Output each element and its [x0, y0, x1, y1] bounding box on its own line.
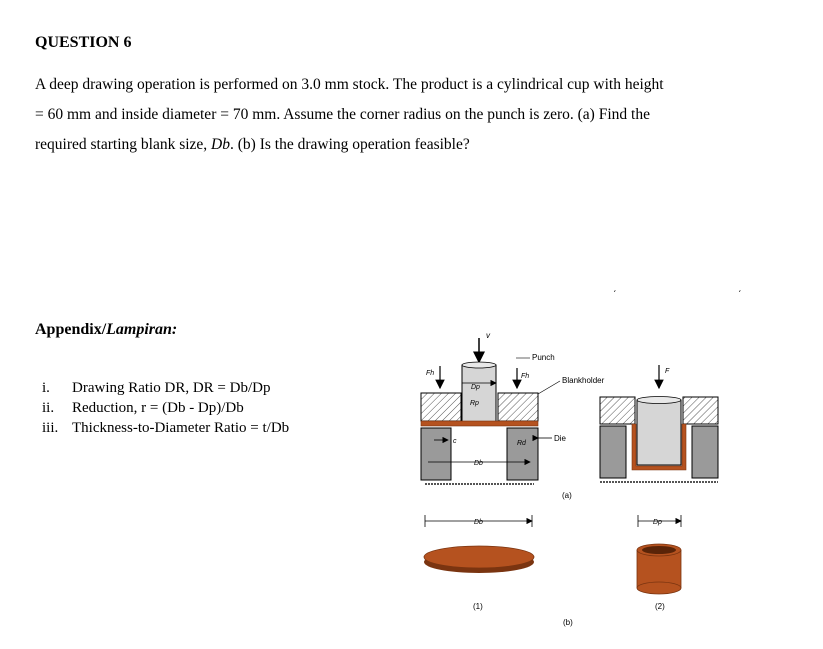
blankholder-left	[421, 393, 461, 421]
part-b-label: (b)	[563, 618, 573, 627]
punch-label: Punch	[532, 353, 555, 362]
formula-item: i. Drawing Ratio DR, DR = Db/Dp	[42, 380, 271, 396]
punch-body	[462, 365, 496, 425]
f-label: F	[665, 368, 670, 375]
rd-label: Rd	[517, 440, 526, 447]
question-line-2: = 60 mm and inside diameter = 70 mm. Assume the corner radius on the punch is zero. (a) Find the	[35, 106, 650, 123]
formula-item: iii. Thickness-to-Diameter Ratio = t/Db	[42, 420, 290, 436]
db-bottom-label: Db	[474, 519, 483, 526]
rp-label: Rp	[470, 400, 479, 407]
dp-label: Dp	[471, 384, 480, 391]
question-title: QUESTION 6	[35, 34, 132, 51]
dp-bottom-label: Dp	[653, 519, 662, 526]
question-line-1: A deep drawing operation is performed on 3.0 mm stock. The product is a cylindrical cup with height	[35, 76, 664, 93]
drawn-diagram	[600, 365, 718, 482]
blankholder-right	[498, 393, 538, 421]
step-1-label: (1)	[473, 602, 483, 611]
punch-drawn	[637, 400, 681, 465]
part-a-label: (a)	[562, 491, 572, 500]
formula-item: ii. Reduction, r = (Db - Dp)/Db	[42, 400, 244, 416]
die-right	[507, 428, 538, 480]
velocity-label: v	[486, 331, 490, 340]
cup-opening	[642, 546, 676, 554]
blank-and-cup-diagram	[424, 515, 681, 627]
db-label: Db	[474, 460, 483, 467]
blank-disc	[424, 546, 534, 568]
setup-diagram	[421, 331, 605, 500]
fh-right-label: Fh	[521, 373, 530, 380]
die-left	[421, 428, 451, 480]
question-line-3: required starting blank size, Db. (b) Is the drawing operation feasible?	[35, 136, 470, 153]
appendix-title: Appendix/Lampiran:	[35, 321, 178, 338]
stray-mark: ˊ	[738, 290, 742, 301]
die-label: Die	[554, 434, 567, 443]
stray-mark: ˊ	[613, 290, 617, 301]
step-2-label: (2)	[655, 602, 665, 611]
blank-sheet	[421, 421, 538, 426]
c-label: c	[453, 438, 457, 445]
blankholder-label: Blankholder	[562, 376, 605, 385]
fh-left-label: Fh	[426, 370, 435, 377]
blank-diameter-variable: Db	[211, 136, 230, 153]
